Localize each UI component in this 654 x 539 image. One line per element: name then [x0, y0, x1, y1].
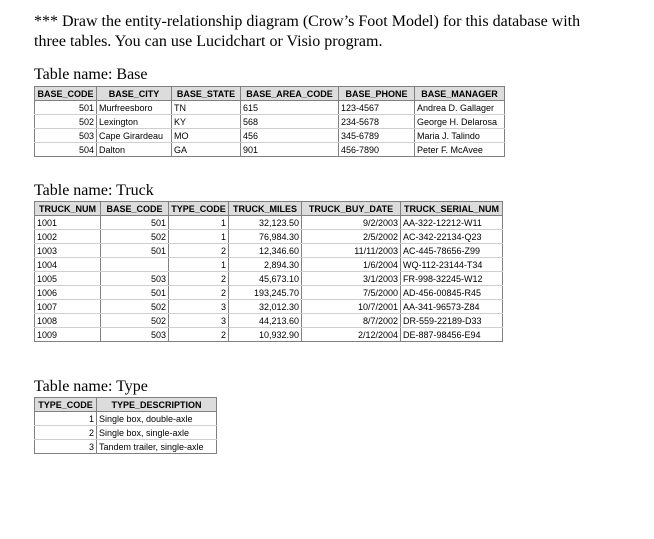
base-column-header: BASE_AREA_CODE	[241, 87, 339, 101]
truck-cell: 1009	[35, 328, 101, 342]
type-body	[35, 412, 217, 454]
truck-cell: 1004	[35, 258, 101, 272]
base-column-header: BASE_PHONE	[339, 87, 415, 101]
base-cell: 502	[35, 115, 97, 129]
truck-column-header: TYPE_CODE	[169, 202, 229, 216]
truck-table	[34, 201, 503, 342]
base-cell: GA	[172, 143, 241, 157]
base-column-header: BASE_CITY	[97, 87, 172, 101]
truck-table-row	[35, 244, 503, 258]
base-cell: George H. Delarosa	[415, 115, 505, 129]
truck-cell	[101, 258, 169, 272]
truck-cell: 3	[169, 300, 229, 314]
truck-table-row	[35, 258, 503, 272]
truck-cell: 501	[101, 286, 169, 300]
base-cell: 456-7890	[339, 143, 415, 157]
truck-table-row	[35, 300, 503, 314]
truck-header-row	[35, 202, 503, 216]
base-cell: 615	[241, 101, 339, 115]
type-table	[34, 397, 217, 454]
type-table-caption: Table name: Type	[34, 378, 148, 395]
base-table-row	[35, 101, 505, 115]
base-cell: 504	[35, 143, 97, 157]
truck-cell: 45,673.10	[229, 272, 302, 286]
base-cell: Andrea D. Gallager	[415, 101, 505, 115]
truck-cell: WQ-112-23144-T34	[401, 258, 503, 272]
truck-cell: 2	[169, 272, 229, 286]
truck-cell: FR-998-32245-W12	[401, 272, 503, 286]
truck-column-header: TRUCK_MILES	[229, 202, 302, 216]
truck-cell: 2	[169, 244, 229, 258]
truck-cell: 502	[101, 314, 169, 328]
base-table-row	[35, 143, 505, 157]
base-cell: Peter F. McAvee	[415, 143, 505, 157]
truck-table-row	[35, 314, 503, 328]
truck-table-caption: Table name: Truck	[34, 182, 154, 199]
truck-cell: 501	[101, 216, 169, 230]
truck-cell: AC-445-78656-Z99	[401, 244, 503, 258]
assignment-prompt	[34, 12, 634, 52]
type-cell: 3	[35, 440, 97, 454]
base-column-header: BASE_CODE	[35, 87, 97, 101]
truck-table-row	[35, 272, 503, 286]
base-body	[35, 101, 505, 157]
base-cell: 345-6789	[339, 129, 415, 143]
type-cell: 1	[35, 412, 97, 426]
base-cell: Cape Girardeau	[97, 129, 172, 143]
prompt-line-1: *** Draw the entity-relationship diagram (Crow’s Foot Model) for this database with	[34, 13, 581, 30]
base-header-row	[35, 87, 505, 101]
truck-cell: 1	[169, 258, 229, 272]
base-cell: Murfreesboro	[97, 101, 172, 115]
truck-cell: 11/11/2003	[302, 244, 401, 258]
truck-table-row	[35, 286, 503, 300]
type-column-header: TYPE_DESCRIPTION	[97, 398, 217, 412]
truck-cell: 2/12/2004	[302, 328, 401, 342]
truck-cell: 12,346.60	[229, 244, 302, 258]
truck-cell: 44,213.60	[229, 314, 302, 328]
truck-cell: 1007	[35, 300, 101, 314]
base-table-row	[35, 115, 505, 129]
truck-column-header: TRUCK_NUM	[35, 202, 101, 216]
truck-cell: AA-322-12212-W11	[401, 216, 503, 230]
truck-cell: 3	[169, 314, 229, 328]
truck-cell: DE-887-98456-E94	[401, 328, 503, 342]
base-cell: 501	[35, 101, 97, 115]
truck-column-header: TRUCK_SERIAL_NUM	[401, 202, 503, 216]
truck-cell: AC-342-22134-Q23	[401, 230, 503, 244]
base-table	[34, 86, 505, 157]
base-table-caption: Table name: Base	[34, 66, 148, 83]
type-table-row	[35, 412, 217, 426]
truck-cell: 1003	[35, 244, 101, 258]
truck-table-row	[35, 230, 503, 244]
base-cell: 234-5678	[339, 115, 415, 129]
truck-cell: AA-341-96573-Z84	[401, 300, 503, 314]
type-column-header: TYPE_CODE	[35, 398, 97, 412]
truck-cell: AD-456-00845-R45	[401, 286, 503, 300]
base-cell: 123-4567	[339, 101, 415, 115]
truck-cell: 502	[101, 300, 169, 314]
type-table-row	[35, 440, 217, 454]
truck-cell: 1001	[35, 216, 101, 230]
truck-cell: 1/6/2004	[302, 258, 401, 272]
base-cell: Dalton	[97, 143, 172, 157]
base-cell: MO	[172, 129, 241, 143]
type-cell: Single box, double-axle	[97, 412, 217, 426]
base-cell: 901	[241, 143, 339, 157]
type-cell: 2	[35, 426, 97, 440]
type-table-row	[35, 426, 217, 440]
truck-cell: 503	[101, 328, 169, 342]
truck-column-header: TRUCK_BUY_DATE	[302, 202, 401, 216]
truck-cell: 2,894.30	[229, 258, 302, 272]
truck-body	[35, 216, 503, 342]
truck-cell: 193,245.70	[229, 286, 302, 300]
truck-cell: 32,123.50	[229, 216, 302, 230]
truck-cell: 503	[101, 272, 169, 286]
truck-cell: 32,012.30	[229, 300, 302, 314]
base-column-header: BASE_STATE	[172, 87, 241, 101]
base-cell: Lexington	[97, 115, 172, 129]
truck-table-row	[35, 216, 503, 230]
type-cell: Single box, single-axle	[97, 426, 217, 440]
truck-table-row	[35, 328, 503, 342]
truck-cell: 502	[101, 230, 169, 244]
truck-cell: 1002	[35, 230, 101, 244]
truck-cell: 1	[169, 230, 229, 244]
truck-cell: 76,984.30	[229, 230, 302, 244]
truck-cell: 7/5/2000	[302, 286, 401, 300]
base-cell: KY	[172, 115, 241, 129]
truck-cell: 2	[169, 286, 229, 300]
base-cell: 456	[241, 129, 339, 143]
base-cell: 568	[241, 115, 339, 129]
truck-cell: 2	[169, 328, 229, 342]
type-cell: Tandem trailer, single-axle	[97, 440, 217, 454]
truck-cell: 1	[169, 216, 229, 230]
prompt-line-2: three tables. You can use Lucidchart or Visio program.	[34, 33, 383, 50]
truck-cell: 10,932.90	[229, 328, 302, 342]
truck-cell: 1008	[35, 314, 101, 328]
base-cell: Maria J. Talindo	[415, 129, 505, 143]
base-column-header: BASE_MANAGER	[415, 87, 505, 101]
truck-cell: 10/7/2001	[302, 300, 401, 314]
type-header-row	[35, 398, 217, 412]
truck-cell: 2/5/2002	[302, 230, 401, 244]
truck-cell: 9/2/2003	[302, 216, 401, 230]
truck-cell: 1006	[35, 286, 101, 300]
truck-column-header: BASE_CODE	[101, 202, 169, 216]
truck-cell: 3/1/2003	[302, 272, 401, 286]
base-table-row	[35, 129, 505, 143]
base-cell: TN	[172, 101, 241, 115]
truck-cell: 1005	[35, 272, 101, 286]
truck-cell: 501	[101, 244, 169, 258]
truck-cell: 8/7/2002	[302, 314, 401, 328]
truck-cell: DR-559-22189-D33	[401, 314, 503, 328]
base-cell: 503	[35, 129, 97, 143]
